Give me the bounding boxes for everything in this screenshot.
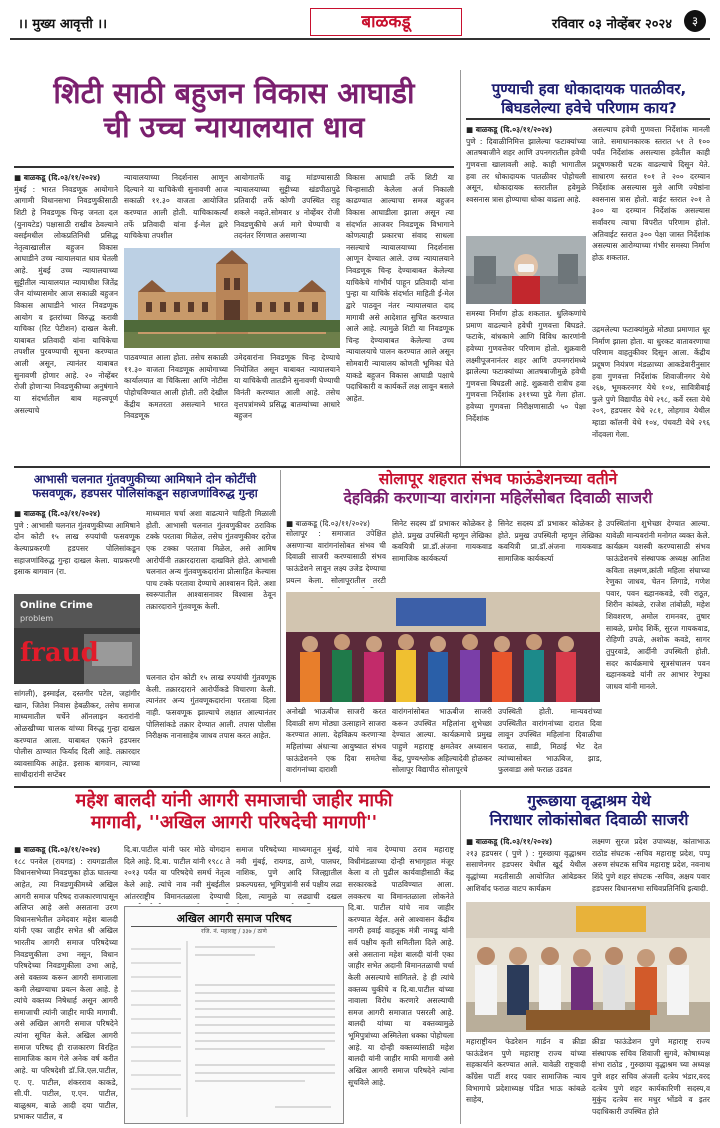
story4-col3b: उपस्थिती होती. मान्यवरांच्या उपस्थितीत वारांगनांच्या दारात दिवा लावून उपस्थित महिलांना दिवाळीचा फराळ, साडी, मिठाई भेट देत त्यांच्यासोबत भाऊबिज, झाड, फुलवाडा असे फराळ उडवत [498, 707, 602, 775]
story4-headline [286, 470, 710, 508]
divider [14, 166, 454, 168]
group-illustration [286, 592, 600, 702]
story2-headline: पुण्याची हवा धोकादायक पातळीवर, बिघडलेल्या हवेचे परिणाम काय? [491, 80, 687, 117]
story2-col1 [466, 124, 586, 234]
story3-headline [14, 472, 276, 500]
story4-headline-line2: देहविक्री करणाऱ्या वारांगना महिलेंसोबत दिवाळी साजरी [343, 488, 653, 507]
story4-col3: उपस्थितांना शुभेच्छा देण्यात आल्या. यावेळी मान्यवरांनी मनोगत व्यक्त केले. कार्यक्रम यशस्वी करण्यासाठी संभव फाऊंडेशनचे संस्थापक अध्यक्ष आतिश कविता लक्ष्मण,क्रांती महिला संघाच्या रेणुका जाधव, चेतन लिगाडे, गणेश पवार, पवन ख्हानकवडे, रवी राठूत, शिरीन कांबळे, राजेश तांबोळी, महेश शिवशरण, अमोल रामनवर, तुषार साबळे, प्रमोद शिर्के, सुरज गायकवाड, रोहिणी उपळे, अशोक कवडे, सागर तुपुरवाडे, आदींनी उपस्थिती होती. सदर कार्यक्रमाचे सूत्रसंचालन पवन ख्हानकवडे यांनी तर आभार रेणुका जाधव यांनी मानले. [606, 519, 710, 691]
story1-headline-line1: शिटी साठी बहुजन विकास आघाडी [53, 76, 415, 110]
divider [466, 118, 710, 120]
story1-text: मुंबई : भारत निवडणूक आयोगाने आगामी विधानसभा निवडणुकीसाठी शिटी हे निवडणूक चिन्ह जनता दल (युनायटेड) पक्षासाठी राखीव ठेवल्याने वसईमधील लोकप्रतिनिधी प्रसिद्ध नेतृत्वाखालील बहुजन विकास आघाडीने उच्च न्यायालयात धाव घेतली आहे. मुंबई उच्च न्यायालयाच्या सुट्टीतील न्यायालयात न्यायाधीश जितेंद्र जैन यांच्यासमोर आज सकाळी बहुजन विकास आघाडीने भारत निवडणूक आयोग व इतरांच्या विरुद्ध करावी याचिका (रिट पेटीशन) दाखल केली. याबाबत प्रतिवादी यांना याचिकेचा तपशील पुरवण्याची सूचना करण्यात आली असून, त्यानंतर याबाबत सुनावणी होणार आहे. २० नोव्हेंबर रोजी होणाऱ्या निवडणुकीच्या अनुषंगाने या संदर्भातील बाब महत्त्वपूर्ण असल्याचे [14, 184, 118, 415]
story5-col4: यांचे नाव देण्याचा ठराव महाराष्ट्र विधीमंडळाच्या दोन्ही सभागृहात मंजूर केला व तो पुढील कार्यवाहीसाठी केंद्र सरकारकडे पाठविण्यात आला. लवकरच या विमानतळाला लोकनेते दि.बा. पाटील यांचे नाव जाहीर करण्यात येईल. असे आश्वासन केंद्रीय नागरी हवाई वाहतूक मंत्री नायडू यांनी सर्व पक्षीय कृती समितीला दिले आहे. असे असताना महेश बालदी यांनी एका जाहीर सभेत अदानी विमानतळाची चर्चा केली असल्याचे सांगितले. हे ही त्यांचे वक्तव्य चुकीचे व दि.बा.पाटील यांच्या नावाला विरोध करणारे असल्याची समज आगरी समाजात पसरली आहे. बालदी यांच्या या वक्तव्यामुळे भूमिपुत्रांच्या अस्मितेला धक्का पोहोचला आहे. या दोन्ही वक्तव्यांसाठी महेश बालदी यांनी जाहीर माफी मागावी असे अखिल आगरी समाज परिषदेने त्यांना सूचविले आहे. [348, 845, 454, 1087]
story2-dateline: ■ बाळकडू (दि.०३/११/२०२४) [466, 125, 553, 134]
story6-col1 [466, 836, 586, 898]
fraud-photo [14, 594, 140, 684]
story4-col2b: वारांगनांसोबत भाऊबीज साजरी करून उपस्थित महिलांना शुभेच्छा देण्यात आल्या. कार्यक्रमाचे प्रमुख पाहुणे महाराष्ट्र क्षमतेवर अध्यासन केंद्र, पुण्यश्लोक अहिल्यादेवी होळकर सोलापूर विद्यापीठ सोलापूरचे [392, 707, 492, 775]
letterhead-document [124, 906, 344, 1124]
story6-col2: लक्ष्मण सुरज प्रदेश उपाध्यक्ष, कांताभाऊ राठोड संघटक -सचिव महाराष्ट्र प्रदेश, पप्पू अरुण संघटक सचिव महाराष्ट्र प्रदेश, नवनाथ शिंदे पुणे शहर संघटक -सचिव, अक्षय पवार हडपसर विधानसभा सचिवप्रतिनिधि इत्यादी. [592, 837, 710, 893]
story1-headline [14, 76, 454, 144]
story6-dateline: ■ बाळकडू (दि.०३/११/२०२४) [466, 837, 553, 846]
story1-col3a: आयोगातर्फे वाढू मांडण्यासाठी न्यायालयाच्या सुट्टीच्या खंडपीठापुढे प्रतिवादी तर्फे कोणी उपस्थित राहू शकले नव्हते.सोमवार ४ नोव्हेंबर रोजी निवडणुकीचे अर्ज मागे घेण्याची व तदनंतर रिंगणात असणाऱ्या [234, 173, 340, 241]
divider [14, 466, 710, 468]
ashram-photo [466, 902, 710, 1032]
high-court-photo [124, 248, 340, 348]
story5-col3a: समाज परिषदेच्या माध्यमातून मुंबई, नवी मुंबई, रायगड, ठाणे, पालघर, नाशिक, पुणे आदि जिल्ह्यातील प्रकल्पग्रस्त, भूमिपुत्रांनी सर्व पक्षीय लढा दिला, त्यामुळे या लढ्याची दखल [236, 845, 342, 901]
story5-col2a: दि.बा.पाटील यांनी फार मोठे योगदान दिले आहे. दि.बा. पाटील यांनी १९८८ ते २०१३ पर्यंत या परिषदेचे समर्थ नेतृत्व केले आहे. त्यांचे नाव नवी मुंबईतील आंतरराष्ट्रीय विमानतळाला देण्याची [124, 845, 230, 901]
letter-title: अखिल आगरी समाज परिषद [131, 907, 337, 927]
story2-col1b: समस्या निर्माण होऊ शकतात. धुलिकणांचे प्रमाण वाढल्याने हवेची गुणवत्ता बिघडते. फटाके, बांधकामे आणि विविध कारणांनी हवेच्या गुणवत्तेवर परिणाम होतो. शुक्रवारी लक्ष्मीपूजनानंतर शहर आणि उपनगरांमध्ये झालेल्या फटाक्यांच्या आतषबाजीमुळे हवेची गुणवत्ता बिघडली आहे. शुक्रवारी रात्रीच हवा गुणवत्ता निर्देशांक ३११च्या पुढे गेला होता. हवेच्या गुणवत्ता निरीक्षणासाठी ५० पेक्षा निर्देशांक [466, 309, 586, 423]
divider [460, 70, 461, 466]
story3-col1b: सांगली), इस्माईल, दस्तगीर पटेल, जहांगीर खान, जितेश निवास हेबळीकर, तसेच समाज माध्यमातील चर्चेने ऑनलाइन करारांनी ओळखीच्या चालक यांच्या विरुद्ध गुन्हा दाखल करण्यात आला. याबाबत एकाने हडपसर पोलीस ठाण्यात फिर्याद दिली आहे. तक्रारदार व्यावसायिक आहेत. इसाक बागवान, त्याच्या साथीदारांनी सप्टेंबर [14, 689, 140, 780]
story3-col1 [14, 508, 140, 592]
page-header [10, 8, 710, 40]
story5-text: १८८ पनवेल (रायगड) : रायगडातील विधानसभेच्या निवडणुका होऊ घातल्या आहेत, त्या निवडणुकीमध्ये अखिल आगरी समाज परिषद राजकारणापासून अलिप्त आहे असे असताना उरण विधानसभेतील उमेदवार महेश बालदी यांनी एका जाहीर सभेत श्री अखिल भारतीय आगरी समाज परिषदेच्या निवडणुकीला उभा नसून, विधान परिषदेच्या निवडणुकीला उभा आहे, असे वक्तव्य करून आगरी समाजाला कमी लेखण्याचा प्रयत्न केला आहे. हे त्यांचे वक्तव्य निषेधार्ह असून आगरी समाजाची त्यांनी जाहीर माफी मागावी. असे अखिल आगरी समाज परिषदेने त्यांना सूचित केले. अखिल आगरी समाज परिषद ही राजकारण विरहित सामाजिक काम गेले अनेक वर्ष करीत आहे. या परिषदेशी डॉ.जि.एल.पाटील, ए. ए. पाटील, शंकरराव काकडे, सी.पी. पाटील, ए.एन. पाटील, बाळुश्रम, बाळे आदी दया पाटील, प्रभाकर पाटील, व [14, 856, 118, 1122]
divider [460, 790, 461, 1124]
story4-dateline: ■ बाळकडू (दि.०३/११/२०२४) [286, 519, 370, 528]
story3-dateline: ■ बाळकडू (दि.०३/११/२०२४) [14, 509, 101, 518]
story5-headline-line2: मागावी, ''अखिल आगरी परिषदेची मागणी'' [90, 811, 378, 833]
story1-headline-line2: ची उच्च न्यायालयात धाव [103, 110, 365, 145]
story6-headline [466, 792, 712, 830]
story4-col1: सोलापूर : समाजात उपेक्षित असणाऱ्या वारांगनांसोबत संभव ची दिवाळी साजरी करण्यासाठी संभव फाऊंडेशने लावून लक्ष्य उजेड देण्याचा प्रयत्न केला. सोलापूरातील तरटी [286, 529, 386, 585]
story3-headline-line2: फसवणूक, हडपसर पोलिसांकडून सहाजणांविरुद्ध गुन्हा [32, 486, 258, 501]
story2-col2: असल्याच हवेची गुणवत्ता निर्देशांक मानली जाते. समाधानकारक स्तरात ५१ ते १०० पर्यंत निर्देशांक असल्यास हवेतील काही प्रदूषणकारी घटक वाढल्याचे दिसून येते. साधारण स्तरात १०१ ते २०० दरम्यान निर्देशांक असल्यास मुले आणि ज्येष्ठांना श्वसनास त्रास होतो. वाईट स्तरात २०१ ते ३०० या दरम्यान निर्देशांक असल्यास सर्वांवरच त्याचा विपरीत परिणाम होतो. अतिवाईट स्तरात ३०० पेक्षा जास्त निर्देशांक असल्यास आरोग्याच्या गंभीर समस्या निर्माण होऊ शकतात. [592, 125, 710, 262]
story1-col2b: पाठवण्यात आला होता. तसेच सकाळी ११.३० वाजता निवडणूक आयोगाच्या कार्यालयात वा चिकित्सा आणि नोटीस पोहोचविण्यात आली होती. तरी देखील केंद्रीय कमतरता असल्याने भारत निवडणूक [124, 353, 228, 421]
story1-col4: विकास आघाडी तर्फे शिटी या चिन्हासाठी केलेला अर्ज निकाली काढण्यात आल्याचा समज बहुजन विकास आघाडीला झाला असून त्या संदर्भात आजवर निवडणूक विभागाने कोणत्याही प्रकारचा संवाद साधला नसल्याचे न्यायालयाच्या निदर्शनास आणून देण्यात आले. उच्च न्यायालयाने निवडणूक चिन्ह देण्याबाबत केलेल्या याचिकेचे गांभीर्य पाहून प्रतिवादी यांना पुन्हा या याचिके संदर्भात माहिती ई-मेल द्वारे पाठवून नंतर न्यायालयात दाद मागावी असे आदेशात सुचित करण्यात आले आहे. त्यामुळे शिटी या निवडणूक चिन्ह देण्याबाबत केलेल्या उच्च न्यायालयाचे पालन करण्यात आले असून सोमवारी न्यायालय कोणती भूमिका घेते याकडे बहुजन विकास आघाडी पक्षाचे पदाधिकारी व कार्यकर्ते लक्ष लावून बसले आहेत. [346, 173, 454, 403]
page-number: ३ [684, 10, 706, 32]
ashram-illustration [466, 902, 710, 1032]
masthead: बाळकडू [310, 8, 462, 36]
story3-text: पुणे : आभासी चलनात गुंतवणुकीच्या आमिषाने दोन कोटी १५ लाख रुपयांची फसवणूक केल्याप्रकरणी हडपसर पोलिसांकडून सहाजणांविरुद्ध गुन्हा दाखल केला. याप्रकरणी इसाक बागवान (रा. [14, 520, 140, 577]
story4-col2: सिनेट सदस्य डॉ प्रभाकर कोळेकर हे होते. प्रमुख उपस्थिती म्हणून लेखिका कवयित्री प्रा.डॉ.अंजना गायकवाड सामाजिक कार्यकर्त्या [392, 519, 492, 563]
story3-col2b: चलनात दोन कोटी १५ लाख रुपयांची गुंतवणूक केली. तक्रारदाराने आरोपींकडे विचारणा केली. त्यानंतर अन्य गुंतवणूकदारांना परतावा दिला नाही. फसवणूक झाल्याचे लक्षात आल्यानंतर पोलिसांकडे तक्रार देण्यात आली. तपास पोलीस निरीक्षक नानासाहेब जाधव तपास करत आहेत. [146, 673, 276, 741]
story5-headline-line1: महेश बालदी यांनी आगरी समाजाची जाहीर माफी [75, 790, 393, 811]
edition-label: ।। मुख्य आवृत्ती ।। [18, 17, 108, 32]
story2-col2b: उद्रमलेल्या फटाक्यांमुळे मोठ्या प्रमाणात धूर निर्माण झाला होता. या धुरकट वातावरणाचा परिणाम वाहतुकीवर दिसून आला. केंद्रीय प्रदूषण नियंत्रण मंडळाच्या आकडेवारीनुसार हवा गुणवत्ता निर्देशांक शिवाजीनगर येथे २६७, भूमकरनगर येथे १०४, सावित्रीबाई फुले पुणे विद्यापीठ येथे २९८, कर्वे रस्ता येथे २०९, हडपसर येथे २८१, लोहगाव येथील म्हाडा कॉलनी येथे १०४, पंचवटी येथे २९६ नोंदवला गेला. [592, 325, 710, 439]
building-illustration [124, 248, 340, 348]
smog-photo [466, 236, 586, 304]
story6-headline-line1: गुरूछाया वृद्धाश्रम येथे [527, 792, 651, 810]
story6-col1b: महाराष्ट्रीयन फेडरेशन गार्डन व क्रीडा फाऊंडेशन पुणे महाराष्ट्र राज्य यांच्या सहकार्याने करण्यात आले. यावेळी राष्ट्रवादी काँग्रेस पार्टी शरद पवार सामाजिक न्याय विभागाचे प्रदेशाध्यक्ष पंडित भाऊ कांबळे साहेब, [466, 1037, 586, 1105]
story4-col2c [498, 518, 602, 588]
story5-col1 [14, 844, 118, 1122]
smog-illustration [466, 236, 586, 304]
story4-headline-line1: सोलापूर शहरात संभव फाऊंडेशनच्या वतीने [378, 470, 618, 488]
story6-col2b: क्रीडा फाऊंडेशन पुणे महाराष्ट्र राज्य संस्थापक सचिव शिवाजी सुगवे, कोषाध्यक्ष संभा राठोड , गुरुछाया वृद्धाश्रम च्या अध्यक्ष पुणे शहर सचिव अंजली दत्त्रेय भंडार,वरद दत्त्रेय पुणे शहर कार्यकारिणी सदस्य,व मुकुंद दत्त्रेय सर मधुर भोंडवे व इतर पदाधिकारी उपस्थित होते [592, 1037, 710, 1116]
issue-date: रविवार ०३ नोव्हेंबर २०२४ [552, 17, 672, 32]
story5-dateline: ■ बाळकडू (दि.०३/११/२०२४) [14, 845, 101, 854]
group-photo [286, 592, 600, 702]
divider [280, 470, 281, 782]
story1-col3b: उमेदवारांना निवडणूक चिन्ह देण्याचे नियोजित असून याबाबत न्यायालयाने या याचिकेची तातडीने सुनावणी घेण्याची विनंती करण्यात आली आहे. तसेच वृत्तपत्रांमध्ये प्रसिद्ध बातम्यांच्या आधारे बहुजन [234, 353, 340, 421]
story1-dateline: ■ बाळकडू (दि.०३/११/२०२४) [14, 173, 101, 182]
story6-headline-line2: निराधार लोकांसोबत दिवाळी साजरी [489, 810, 689, 829]
story4-col1b: अनोखी भाऊबीज साजरी करत दिवाळी सण मोठ्या उत्साहाने साजरा करण्यात आला. देहविक्रय करणाऱ्या महिलांच्या अंधाऱ्या आयुष्यात संभव फाऊंडेशनने एक दिवा समतेचा वारांगनांच्या दाराशी [286, 707, 386, 775]
photo-text-3: fraud [20, 638, 99, 668]
story3-col2: माध्यमात चर्चा अशा वाढत्याने चाहिती मिळाली होती. आभासी चलनात गुंतवणुकीवर ठराविक टक्के परतावा मिळेल, तसेच गुंतवणुकीवर दरोज एक टक्का परतावा मिळेल, असे आमिष आरोपींनी तक्रारदाराला दाखविले होते. आभासी चलनात अन्य गुंतवणुकदारांना प्रोत्साहित केल्यास पाच टक्के परतावा देण्याचे आश्वासन दिले. अशा स्वरूपातील आश्वासनावर विश्वास ठेवून तक्रारदाराने गुंतवणूक केली. [146, 509, 276, 611]
letter-subtitle: रजि. नं. महाराष्ट्र / ३३७ / ठाणे [201, 928, 267, 935]
letter-body-illustration [125, 941, 343, 1121]
story1-col1 [14, 172, 118, 462]
story4-col2-continued: सिनेट सदस्य डॉ प्रभाकर कोळेकर हे होते. प्रमुख उपस्थिती म्हणून लेखिका कवयित्री प्रा.डॉ.अंजना गायकवाड सामाजिक कार्यकर्त्या [498, 519, 602, 563]
story3-headline-line1: आभासी चलनात गुंतवणुकीच्या आमिषाने दोन कोटींची [33, 472, 257, 486]
divider [14, 786, 710, 788]
story2-text: पुणे : दिवाळीनिमित्त झालेल्या फटाक्यांच्या आतषबाजीने शहर आणि उपनगरातील हवेची गुणवत्ता खालावली आहे. काही भागातील हवा तर धोकादायक पातळीवर पोहोचली असून, धोकादायक स्तरातील हवेमुळे श्वसनास त्रास होण्याचा धोका वाढला आहे. [466, 136, 586, 204]
photo-text-1: Online Crime [20, 600, 93, 611]
photo-text-2: problem [20, 614, 54, 623]
story1-col2a: न्यायालयाच्या निदर्शनास आणून दिल्याने या याचिकेची सुनावणी आज सकाळी ११.३० वाजता आयोजित करण्यात आली होती. याचिकाकर्त्यां तर्फे प्रतिवादी यांना ई-मेल द्वारे याचिकेचा तपशील [124, 173, 228, 241]
story6-text: २१३ हडपसर ( पुणे ) : गुरुछाया वृद्धाश्रम ससाणेनगर हडपसर येथील खूर्द येथील वृद्धांच्या मदतीसाठी आयोजित आंबेडकर आशिर्वाद फराळ वाटप कार्यक्रम [466, 848, 586, 893]
